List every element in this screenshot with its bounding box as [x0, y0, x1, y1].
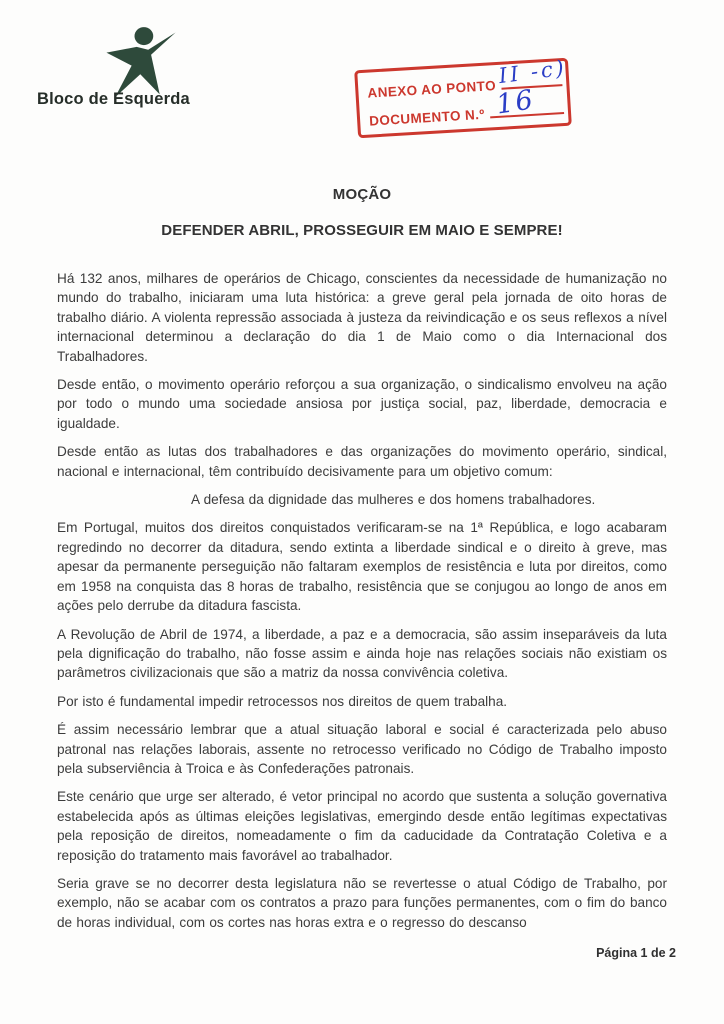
- doc-subtitle: DEFENDER ABRIL, PROSSEGUIR EM MAIO E SEMPRE!: [161, 222, 563, 239]
- page-number-footer: Página 1 de 2: [596, 946, 676, 960]
- org-name: Bloco de Esquerda: [37, 90, 190, 108]
- annex-stamp: [354, 55, 572, 139]
- star-person-icon: [105, 24, 177, 100]
- highlight-line: A defesa da dignidade das mulheres e dos homens trabalhadores.: [191, 492, 596, 508]
- stamp-documento-label: DOCUMENTO N.º: [368, 106, 486, 129]
- paragraph: Em Portugal, muitos dos direitos conquistados verificaram-se na 1ª República, e logo acabaram regredindo no decorrer da ditadura, sendo extinta a liberdade sindical e o direito à greve, mas apesar da permanente perseguição não faltaram exemplos de resistência e luta por direitos, como em 1958 na conquista das 8 horas de trabalho, resistência que se conjugou ao longo de anos em ações pelo derrube da ditadura fascista.: [57, 520, 667, 614]
- paragraph: Desde então, o movimento operário reforçou a sua organização, o sindicalismo envolveu na ação por todo o mundo uma sociedade ansiosa por justiça social, paz, liberdade, democracia e igualdade.: [57, 377, 667, 431]
- doc-title: MOÇÃO: [332, 186, 392, 203]
- paragraph: A Revolução de Abril de 1974, a liberdade, a paz e a democracia, são assim inseparáveis da luta pela dignificação do trabalho, não fosse assim e ainda hoje nas relações sociais não existiam os parâmetros civilizacionais que são a matriz da nossa convivência coletiva.: [57, 626, 667, 681]
- stamp-handwritten-number-value: 16: [494, 84, 537, 121]
- paragraph: Desde então as lutas dos trabalhadores e das organizações do movimento operário, sindical, nacional e internacional, têm contribuído decisivamente para um objetivo comum:: [57, 444, 667, 479]
- paragraph: Há 132 anos, milhares de operários de Chicago, conscientes da necessidade de humanização no mundo do trabalho, iniciaram uma luta histórica: a greve geral pela jornada de oito horas de trabalho diário. A violenta repressão associada à justeza da reivindicação e os seus reflexos a nível internacional determinou a declaração do dia 1 de Maio como o dia Internacional dos Trabalhadores.: [57, 271, 667, 364]
- paragraph: É assim necessário lembrar que a atual situação laboral e social é caracterizada pelo abuso patronal nas relações laborais, assente no retrocesso verificado no Código de Trabalho imposto pela subserviência à Troica e às Confederações patronais.: [57, 722, 667, 776]
- paragraph: Por isto é fundamental impedir retrocessos nos direitos de quem trabalha.: [57, 693, 508, 709]
- document-body: [57, 186, 667, 941]
- paragraph: Seria grave se no decorrer desta legislatura não se revertesse o atual Código de Trabalho, por exemplo, não se acabar com os contratos a prazo para funções permanentes, com o fim do banco de horas individual, com os cortes nas horas extra e o regresso do descanso: [57, 875, 667, 930]
- stamp-handwritten-point-value: II -c): [497, 55, 569, 89]
- stamp-anexo-label: ANEXO AO PONTO: [367, 78, 497, 101]
- paragraph: Este cenário que urge ser alterado, é vetor principal no acordo que sustenta a solução governativa estabelecida após as últimas eleições legislativas, emergindo desde então legítimas expectativas pela reposição de direitos, nomeadamente o fim da caducidade da Contratação Coletiva e a reposição do tratamento mais favorável ao trabalhador.: [57, 789, 667, 863]
